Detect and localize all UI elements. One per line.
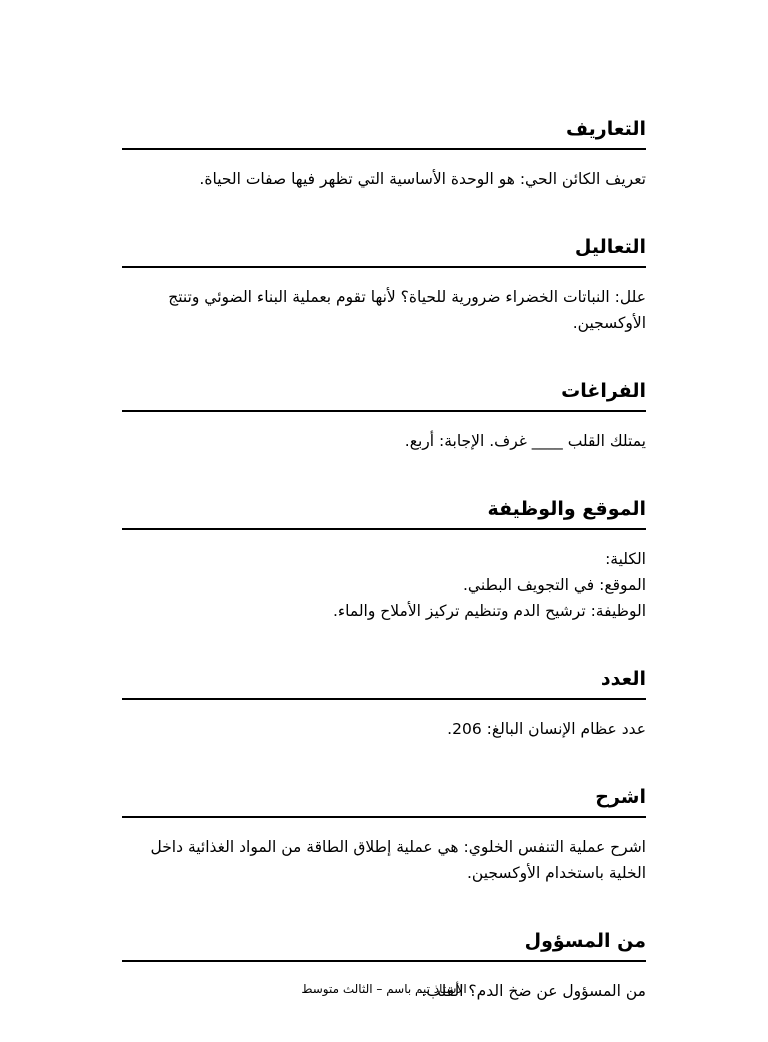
body-line: عدد عظام الإنسان البالغ: 206.	[447, 720, 646, 738]
body-line: اشرح عملية التنفس الخلوي: هي عملية إطلاق الطاقة من المواد الغذائية داخل الخلية باستخدام الأوكسجين.	[150, 838, 646, 882]
page-footer: الأستاذ تيم باسم – الثالث متوسط	[301, 982, 467, 996]
section-body	[122, 818, 646, 924]
section-body	[122, 150, 646, 230]
section-title: التعاريف	[122, 112, 646, 150]
section-title: التعاليل	[122, 230, 646, 268]
section-reasons	[122, 230, 646, 374]
section-body	[122, 530, 646, 662]
document-page	[122, 112, 646, 1042]
section-title: العدد	[122, 662, 646, 700]
body-line: علل: النباتات الخضراء ضرورية للحياة؟ لأنها تقوم بعملية البناء الضوئي وتنتج الأوكسجين.	[168, 288, 646, 332]
section-title: الفراغات	[122, 374, 646, 412]
section-number	[122, 662, 646, 780]
body-line: تعريف الكائن الحي: هو الوحدة الأساسية التي تظهر فيها صفات الحياة.	[199, 170, 646, 188]
body-line: من المسؤول عن ضخ الدم؟ القلب.	[421, 982, 646, 1000]
section-blanks	[122, 374, 646, 492]
section-body	[122, 412, 646, 492]
body-line: الموقع: في التجويف البطني.	[462, 576, 646, 594]
section-title: من المسؤول	[122, 924, 646, 962]
section-title: اشرح	[122, 780, 646, 818]
body-line: يمتلك القلب ____ غرف. الإجابة: أربع.	[404, 432, 646, 450]
section-explain	[122, 780, 646, 924]
body-line: الوظيفة: ترشيح الدم وتنظيم تركيز الأملاح والماء.	[332, 602, 646, 620]
section-title: الموقع والوظيفة	[122, 492, 646, 530]
body-line: الكلية:	[605, 550, 646, 568]
section-definitions	[122, 112, 646, 230]
section-body	[122, 700, 646, 780]
section-body	[122, 962, 646, 1042]
section-location-function	[122, 492, 646, 662]
section-body	[122, 268, 646, 374]
